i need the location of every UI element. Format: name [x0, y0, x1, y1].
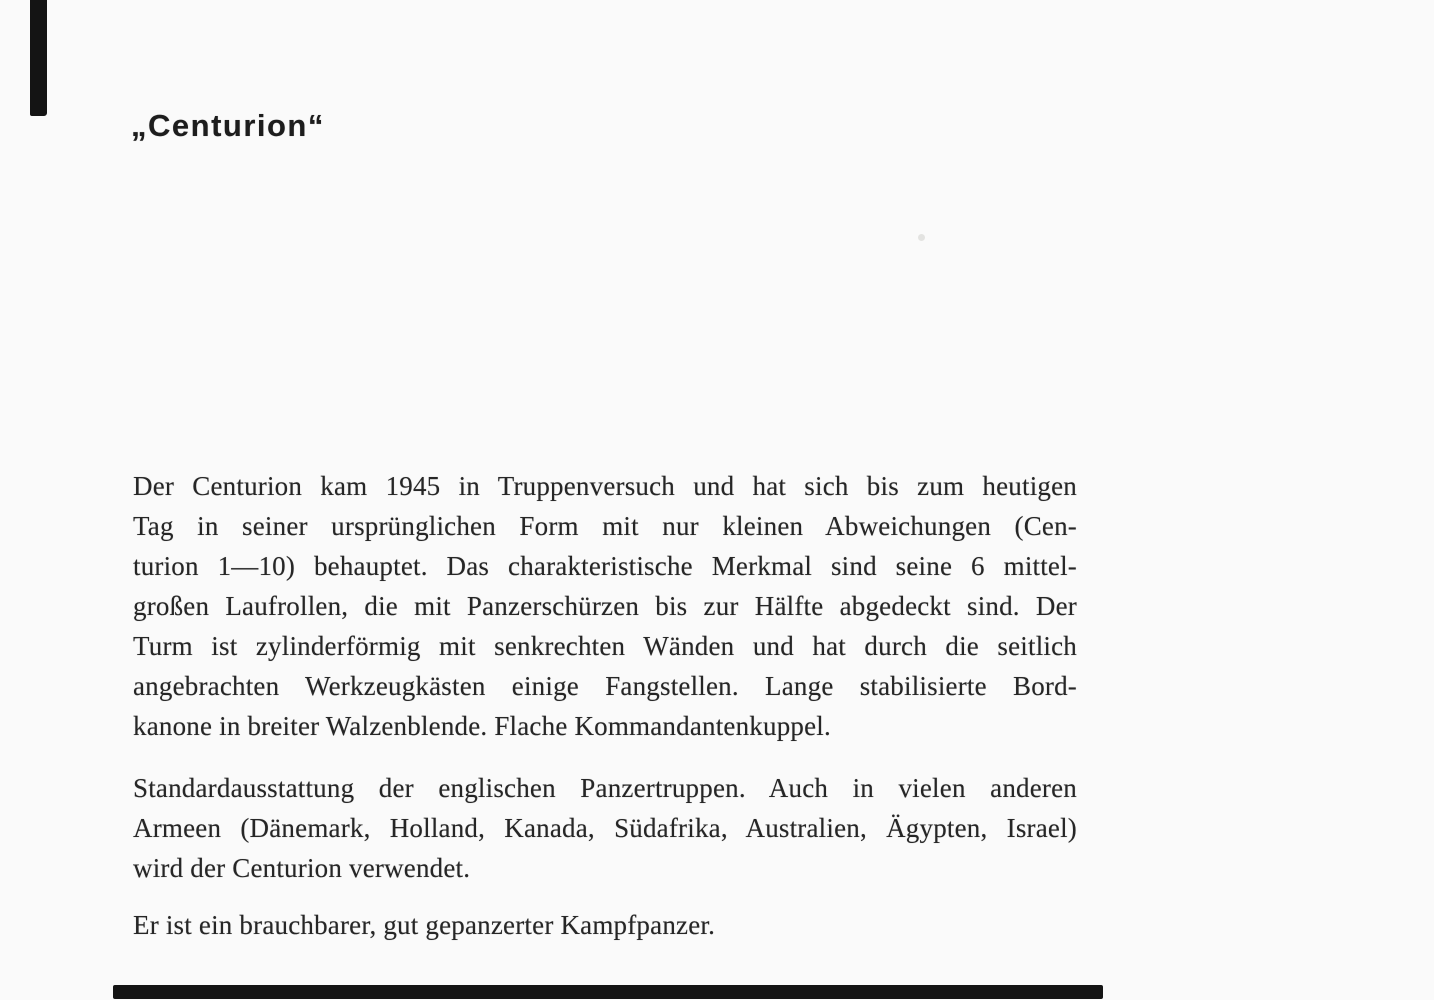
paragraph	[133, 768, 1077, 888]
text-line: Armeen (Dänemark, Holland, Kanada, Südafrika, Australien, Ägypten, Israel)	[133, 813, 1077, 843]
text-line: kanone in breiter Walzenblende. Flache Kommandantenkuppel.	[133, 711, 831, 741]
text-line: turion 1—10) behauptet. Das charakteristische Merkmal sind seine 6 mittel-	[133, 551, 1077, 581]
body-text	[133, 466, 1077, 945]
text-line: Er ist ein brauchbarer, gut gepanzerter Kampfpanzer.	[133, 910, 716, 940]
text-line: großen Laufrollen, die mit Panzerschürzen bis zur Hälfte abgedeckt sind. Der	[133, 591, 1077, 621]
scan-speck	[918, 234, 925, 241]
text-line: Tag in seiner ursprünglichen Form mit nur kleinen Abweichungen (Cen-	[133, 511, 1077, 541]
page-title: „Centurion“	[131, 108, 325, 143]
text-line: wird der Centurion verwendet.	[133, 853, 471, 883]
scan-mark-left-edge	[30, 0, 47, 116]
text-line: angebrachten Werkzeugkästen einige Fangstellen. Lange stabilisierte Bord-	[133, 671, 1077, 701]
scan-mark-bottom-edge	[113, 985, 1103, 999]
text-line: Standardausstattung der englischen Panzertruppen. Auch in vielen anderen	[133, 773, 1077, 803]
paragraph	[133, 466, 1077, 746]
paragraph	[133, 905, 1077, 945]
text-line: Turm ist zylinderförmig mit senkrechten Wänden und hat durch die seitlich	[133, 631, 1077, 661]
text-line: Der Centurion kam 1945 in Truppenversuch und hat sich bis zum heutigen	[133, 471, 1077, 501]
